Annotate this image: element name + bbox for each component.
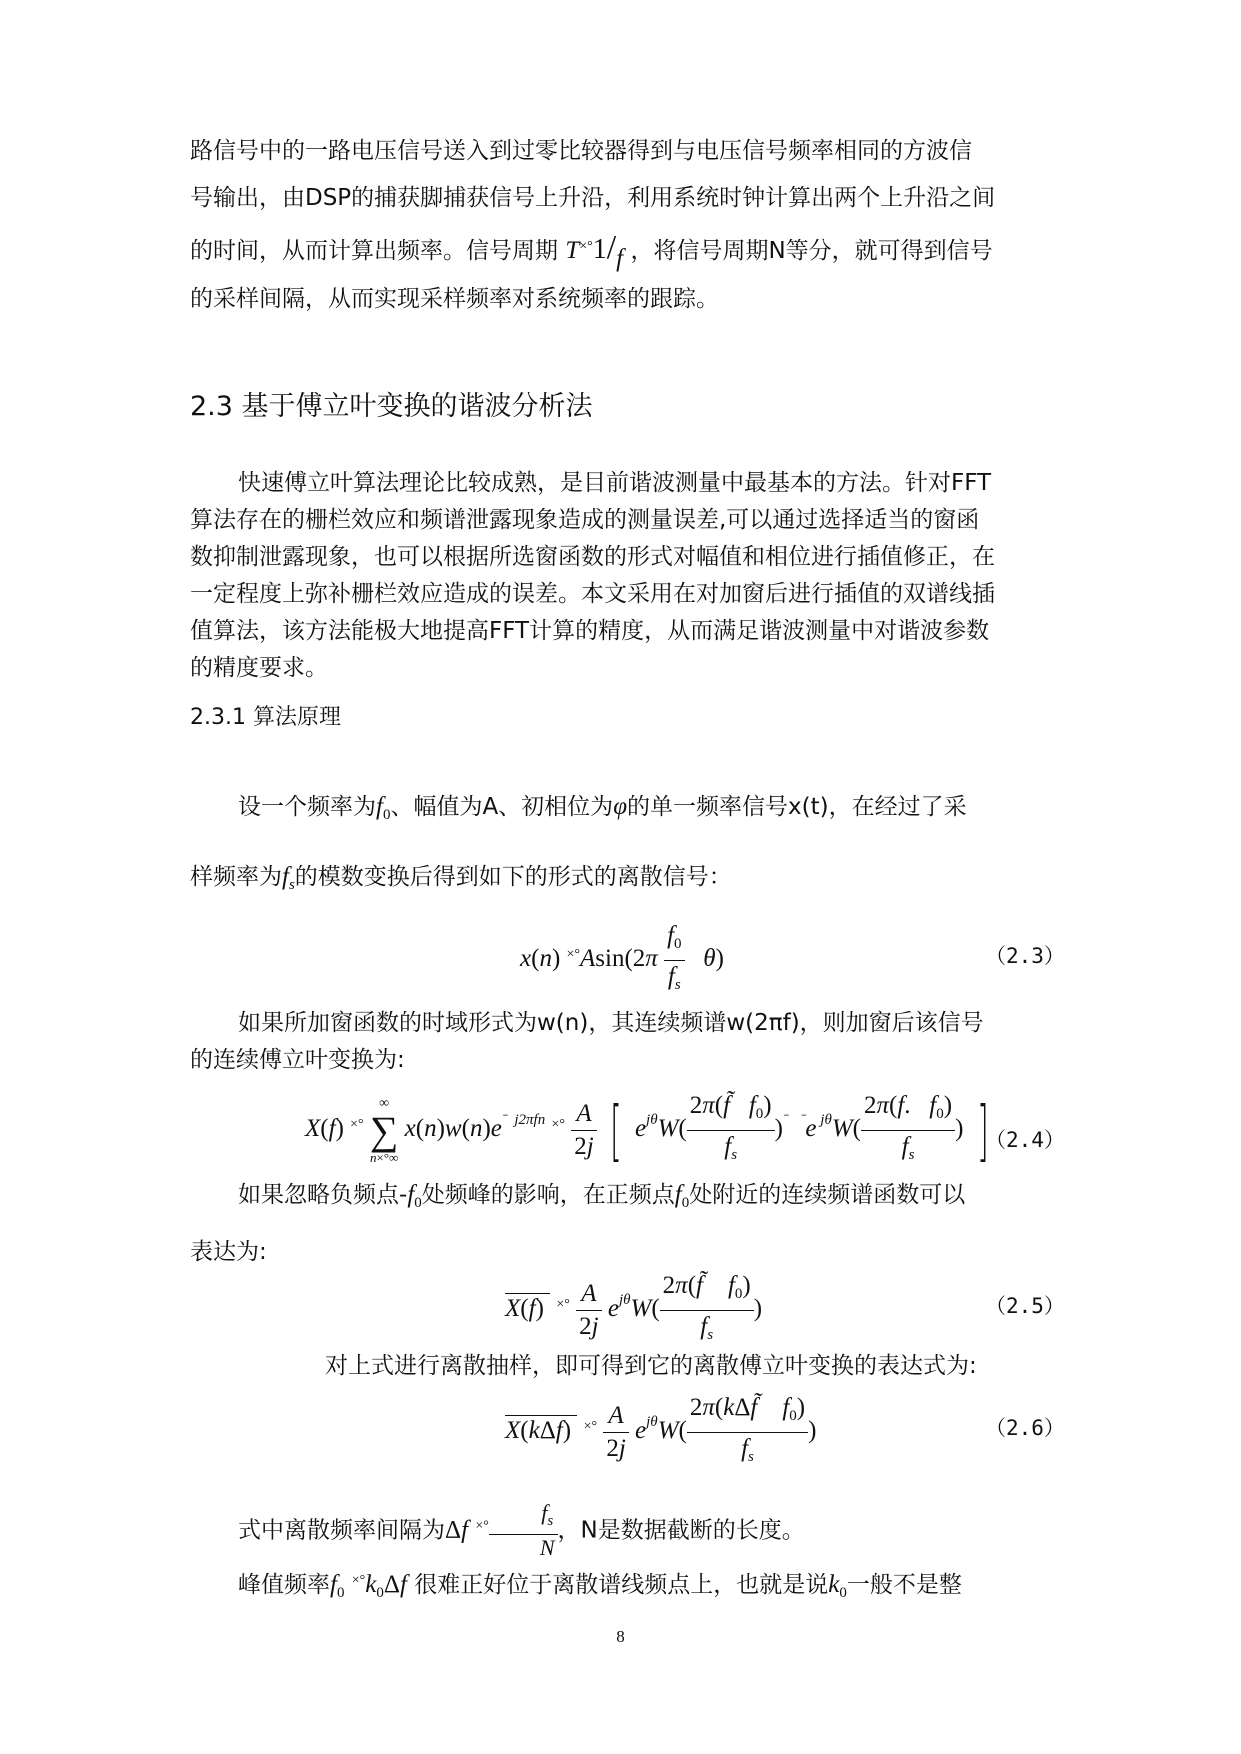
equation-2-5: X(f) ×° $\frac{A}{2j}$ $e^{j\theta}W$( $\frac{2\pi(f̃ f_0)}{f_s}$ ) [505,1272,763,1343]
para7-line1: 式中离散频率间隔为Δf ×° $\frac{f_s}{N}$ ，N是数据截断的长度。 [238,1500,805,1560]
para8-b: 很难正好位于离散谱线频点上，也就是说 [414,1572,829,1598]
section-heading: 2.3 基于傅立叶变换的谐波分析法 [190,391,593,422]
para8-line1: 峰值频率$f_0$ $^{\times^\circ}k_0\Delta f$ 很难正好位于离散谱线频点上，也就是说$k_0$一般不是整 [238,1571,962,1601]
para3-e: 的模数变换后得到如下的形式的离散信号： [294,864,732,890]
eq-number-2-6: （2.6） [985,1416,1065,1440]
period-formula: T×°1/f [565,229,624,272]
para7-a: 式中离散频率间隔为 [238,1517,445,1544]
para7-b: ，N是数据截断的长度。 [557,1517,805,1544]
equation-2-4: X(f) ×° ∞ ∑ n×°∞ $x(n)w(n)e^{ˉ j2\pi fn}$ ×° $\frac{A}{2j}$ [ $e^{j\theta}W$( $\frac{2\pi(f̃ f_0)}{f_s}$ )$^ˉ$ $^ˉ$e $^{j\theta}$W( $\frac{2\pi(f. f_0)}{f_s}$ ) ] [305,1091,989,1169]
eq-number-2-4: （2.4） [985,1128,1065,1152]
para1-line1: 路信号中的一路电压信号送入到过零比较器得到与电压信号频率相同的方波信 [190,138,972,164]
para2-line4: 一定程度上弥补栅栏效应造成的误差。本文采用在对加窗后进行插值的双谱线插 [190,581,995,607]
para2-line5: 值算法，该方法能极大地提高FFT计算的精度，从而满足谐波测量中对谐波参数 [190,618,990,644]
equation-2-3: x(n) ×°Asin(2π $\frac{f_0}{f_s}$ θ) [520,922,724,993]
para1-line3-a: 的时间，从而计算出频率。信号周期 [190,238,558,264]
para2-line3: 数抑制泄露现象，也可以根据所选窗函数的形式对幅值和相位进行插值修正，在 [190,544,995,570]
equation-2-6: X(kΔf) ×° $\frac{A}{2j}$ $e^{j\theta}W$( $\frac{2\pi(k\Delta f̃ f_0)}{f_s}$ ) [505,1394,817,1465]
para1-line2: 号输出，由DSP的捕获脚捕获信号上升沿，利用系统时钟计算出两个上升沿之间 [190,185,996,211]
para3-line1: 设一个频率为$f_0$、幅值为A、初相位为φ的单一频率信号x(t)，在经过了采 [238,793,967,823]
para1-line4: 的采样间隔，从而实现采样频率对系统频率的跟踪。 [190,286,719,312]
para3-a: 设一个频率为 [238,794,376,820]
para2-line2: 算法存在的栅栏效应和频谱泄露现象造成的测量误差,可以通过选择适当的窗函 [190,507,980,533]
para4-line1: 如果所加窗函数的时域形式为w(n)，其连续频谱w(2πf)，则加窗后该信号 [238,1010,984,1036]
para3-b: 、幅值为A、初相位为 [390,794,614,820]
para5-line1: 如果忽略负频点$-f_0$处频峰的影响，在正频点$f_0$处附近的连续频谱函数可以 [238,1181,966,1211]
para8-c: 一般不是整 [846,1572,962,1598]
para6-line1: 对上式进行离散抽样，即可得到它的离散傅立叶变换的表达式为: [325,1353,977,1379]
para1-line3-b: ，将信号周期N等分，就可得到信号 [630,238,993,264]
para4-line2: 的连续傅立叶变换为: [190,1047,405,1073]
para8-a: 峰值频率 [238,1572,330,1598]
para2-line6: 的精度要求。 [190,655,328,681]
eq-number-2-3: （2.3） [985,944,1065,968]
subsection-heading: 2.3.1 算法原理 [190,705,341,730]
para2-line1: 快速傅立叶算法理论比较成熟，是目前谐波测量中最基本的方法。针对FFT [238,470,992,496]
para3-c: 的单一频率信号x(t)，在经过了采 [627,794,967,820]
para5-a: 如果忽略负频点- [238,1182,408,1208]
para1-line3 [190,228,1060,277]
page-number: 8 [616,1627,625,1646]
para3-d: 样频率为 [190,864,282,890]
para3-line2: 样频率为$f_s$的模数变换后得到如下的形式的离散信号： [190,863,732,893]
para5-line2: 表达为: [190,1239,267,1265]
eq-number-2-5: （2.5） [985,1294,1065,1318]
para5-b: 处频峰的影响，在正频点 [421,1182,675,1208]
para5-c: 处附近的连续频谱函数可以 [689,1182,966,1208]
